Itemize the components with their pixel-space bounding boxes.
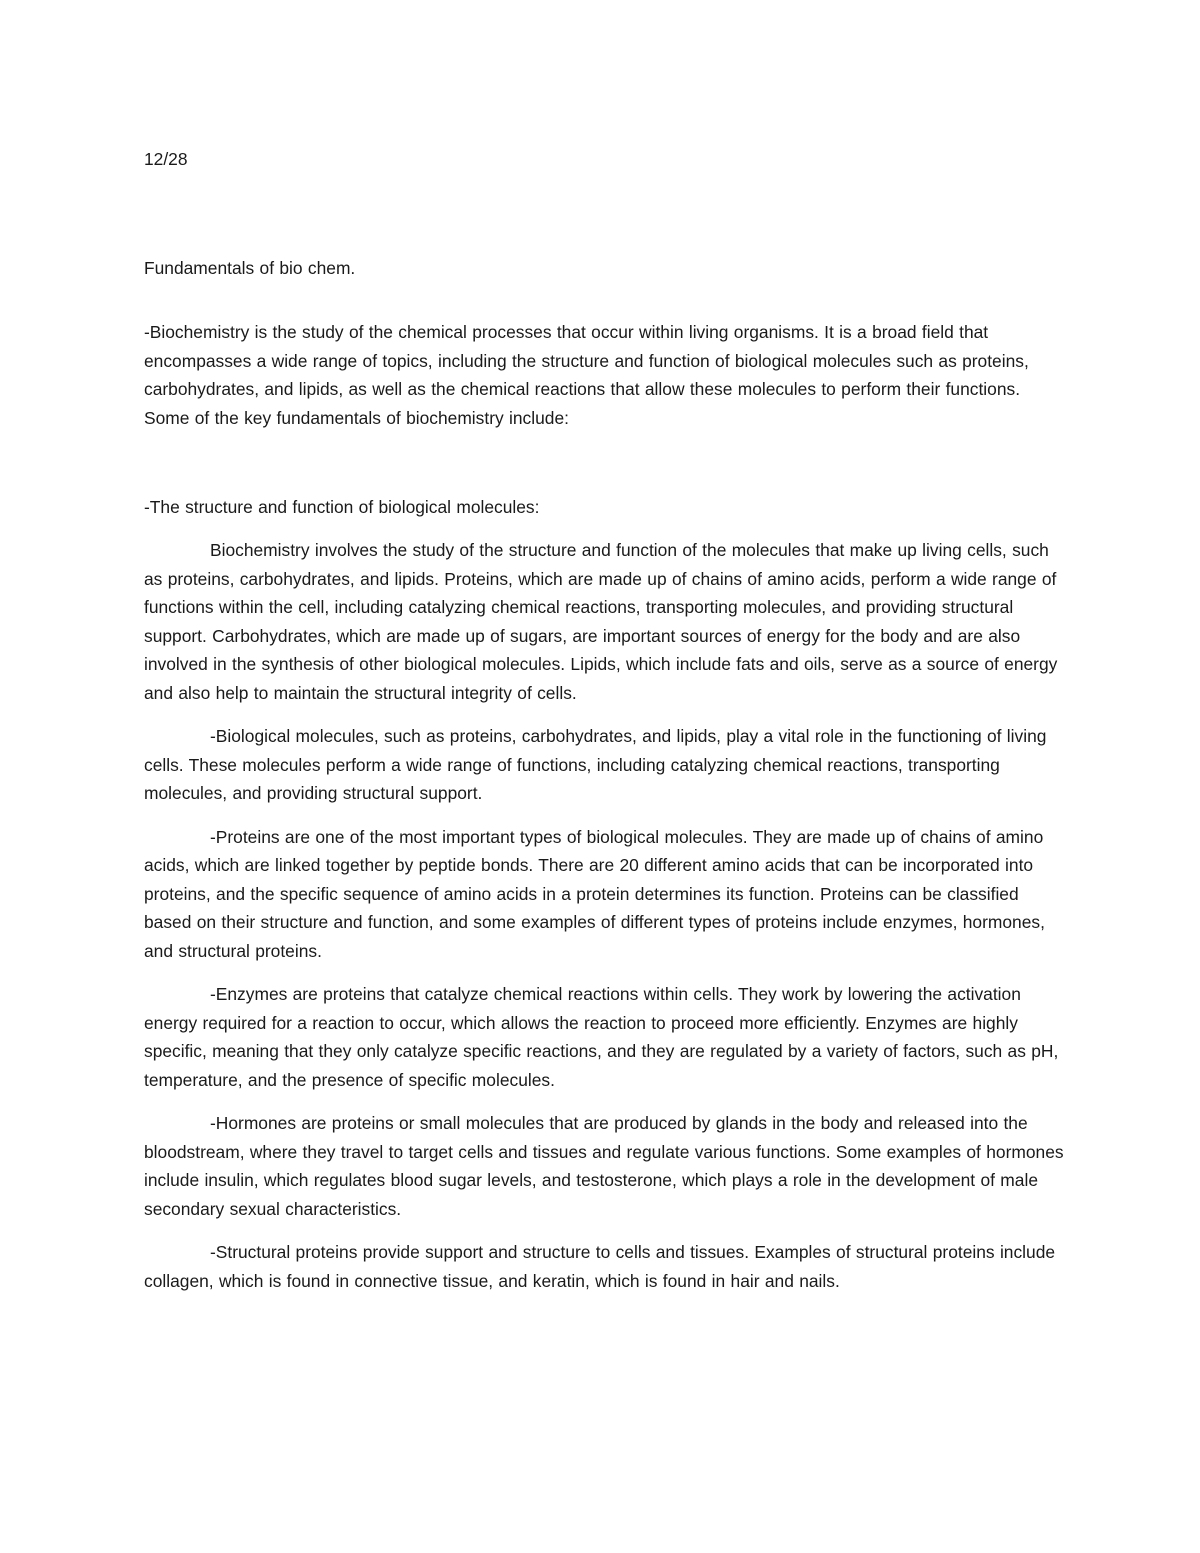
- paragraph-hormones: -Hormones are proteins or small molecules that are produced by glands in the body and released into the bloodstream, where they travel to target cells and tissues and regulate various functions. Some examples of hormones include insulin, which regulates blood sugar levels, and testosterone, which plays a role in the development of male secondary sexual characteristics.: [144, 1113, 1064, 1219]
- body-paragraphs: [144, 536, 1064, 1310]
- paragraph-biological-molecules: -Biological molecules, such as proteins, carbohydrates, and lipids, play a vital role in the functioning of living cells. These molecules perform a wide range of functions, including catalyzing chemical reactions, transporting molecules, and providing structural support.: [144, 726, 1047, 803]
- paragraph-biochemistry-involves: Biochemistry involves the study of the structure and function of the molecules that make up living cells, such as proteins, carbohydrates, and lipids. Proteins, which are made up of chains of amino acids, perform a wide range of functions within the cell, including catalyzing chemical reactions, transporting molecules, and providing structural support. Carbohydrates, which are made up of sugars, are important sources of energy for the body and are also involved in the synthesis of other biological molecules. Lipids, which include fats and oils, serve as a source of energy and also help to maintain the structural integrity of cells.: [144, 540, 1058, 703]
- intro-paragraph: -Biochemistry is the study of the chemical processes that occur within living organisms. It is a broad field that encompasses a wide range of topics, including the structure and function of biological molecules such as proteins, carbohydrates, and lipids, as well as the chemical reactions that allow these molecules to perform their functions. Some of the key fundamentals of biochemistry include:: [144, 322, 1029, 428]
- paragraph-proteins: -Proteins are one of the most important types of biological molecules. They are made up of chains of amino acids, which are linked together by peptide bonds. There are 20 different amino acids that can be incorporated into proteins, and the specific sequence of amino acids in a protein determines its function. Proteins can be classified based on their structure and function, and some examples of different types of proteins include enzymes, hormones, and structural proteins.: [144, 826, 1045, 961]
- paragraph-structural-proteins: -Structural proteins provide support and structure to cells and tissues. Examples of structural proteins include collagen, which is found in connective tissue, and keratin, which is found in hair and nails.: [144, 1242, 1056, 1291]
- document-date: 12/28: [144, 149, 188, 169]
- paragraph-enzymes: -Enzymes are proteins that catalyze chemical reactions within cells. They work by lowering the activation energy required for a reaction to occur, which allows the reaction to proceed more efficiently. Enzymes are highly specific, meaning that they only catalyze specific reactions, and they are regulated by a variety of factors, such as pH, temperature, and the presence of specific molecules.: [144, 984, 1059, 1090]
- section-heading: -The structure and function of biological molecules:: [144, 497, 540, 517]
- document-title: Fundamentals of bio chem.: [144, 258, 356, 278]
